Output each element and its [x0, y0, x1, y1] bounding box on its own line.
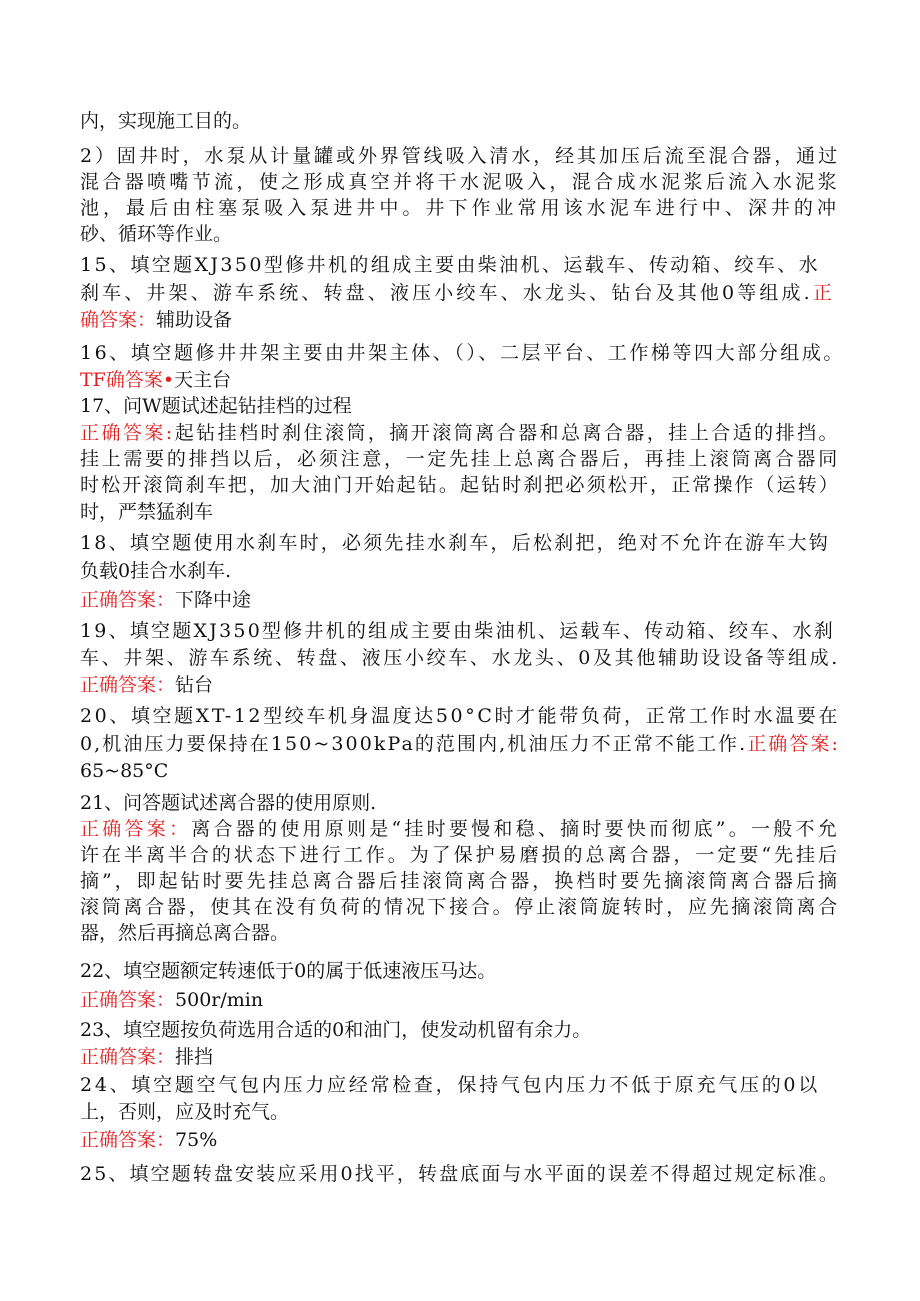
text-segment: 22、填空题额定转速低于0的属于低速液压马达。: [80, 960, 497, 982]
text-segment: 17、问W题试述起钻挂档的过程: [80, 395, 352, 417]
text-line: [80, 472, 840, 498]
text-segment: 21、问答题试述离合器的使用原则.: [80, 792, 377, 814]
answer-label: 正: [812, 282, 835, 304]
text-segment: 挂上需要的排挡以后，必须注意，一定先挂上总离合器后，再挂上滚筒离合器同: [80, 448, 840, 470]
text-segment: 0,机油压力要保持在150~300kPa的范围内,机油压力不正常不能工作.: [80, 733, 748, 755]
text-line: [80, 703, 840, 729]
text-segment: 15、填空题XJ350型修井机的组成主要由柴油机、运载车、传动箱、绞车、水: [80, 254, 820, 276]
text-line: [80, 868, 840, 894]
text-segment: 25、填空题转盘安装应采用0找平，转盘底面与水平面的误差不得超过规定标准。: [80, 1163, 840, 1185]
text-line: [80, 758, 168, 784]
text-line: [80, 1099, 289, 1125]
text-segment: 摘”，即起钻时要先挂总离合器后挂滚筒离合器，换档时要先摘滚筒离合器后摘: [80, 870, 840, 892]
answer-label: 确答案：: [80, 309, 157, 331]
answer-label: 正确答案：: [80, 674, 176, 696]
text-line: [80, 894, 840, 920]
text-segment: 75%: [175, 1129, 218, 1151]
text-segment: 车、井架、游车系统、转盘、液压小绞车、水龙头、0及其他辅助设设备等组成.: [80, 647, 840, 669]
text-segment: 24、填空题空气包内压力应经常检查，保持气包内压力不低于原充气压的0以: [80, 1074, 820, 1096]
text-line: [80, 446, 840, 472]
text-line: [80, 340, 845, 366]
text-segment: 混合器喷嘴节流，使之形成真空并将干水泥吸入，混合成水泥浆后流入水泥浆: [80, 171, 840, 193]
text-line: [80, 731, 840, 757]
text-line: [80, 558, 231, 584]
text-segment: 天主台: [174, 369, 232, 391]
text-segment: 器，然后再摘总离合器。: [80, 922, 290, 944]
text-line: [80, 169, 840, 195]
answer-label: 正确答案：: [80, 989, 176, 1011]
text-segment: 池，最后由柱塞泵吸入泵进井中。井下作业常用该水泥车进行中、深井的冲: [80, 197, 840, 219]
text-line: [80, 108, 251, 134]
text-line: [80, 1044, 213, 1070]
text-segment: 许在半离半合的状态下进行工作。为了保护易磨损的总离合器，一定要“先挂后: [80, 844, 840, 866]
text-segment: 排挡: [175, 1046, 214, 1068]
text-line: [80, 1017, 591, 1043]
text-segment: 18、填空题使用水刹车时，必须先挂水刹车，后松刹把，绝对不允许在游车大钩: [80, 532, 830, 554]
text-line: [80, 618, 835, 644]
text-line: [80, 790, 376, 816]
answer-label: 正确答案：: [80, 818, 192, 840]
text-line: [80, 920, 289, 946]
answer-label: 正确答案:: [80, 422, 175, 444]
text-segment: 离合器的使用原则是“挂时要慢和稳、摘时要快而彻底”。一般不允: [191, 818, 840, 840]
text-line: [80, 367, 231, 393]
answer-label: TF确答案•: [80, 369, 175, 391]
text-line: [80, 645, 840, 671]
answer-label: 正确答案：: [80, 589, 176, 611]
text-segment: 时松开滚筒刹车把，加大油门开始起钻。起钻时刹把必须松开，正常操作（运转）: [80, 474, 840, 496]
text-segment: 2）固井时，水泵从计量罐或外界管线吸入清水，经其加压后流至混合器，通过: [80, 145, 840, 167]
text-line: [80, 195, 840, 221]
text-segment: 500r/min: [175, 989, 264, 1011]
text-segment: 20、填空题XT-12型绞车机身温度达50°C时才能带负荷，正常工作时水温要在: [80, 705, 840, 727]
text-line: [80, 958, 496, 984]
text-line: [80, 530, 830, 556]
text-segment: 23、填空题按负荷选用合适的0和油门，使发动机留有余力。: [80, 1019, 592, 1041]
text-segment: 刹车、井架、游车系统、转盘、液压小绞车、水龙头、钻台及其他0等组成.: [80, 282, 813, 304]
text-line: [80, 1127, 217, 1153]
text-line: [80, 143, 840, 169]
text-segment: 滚筒离合器，使其在没有负荷的情况下接合。停止滚筒旋转时，应先摘滚筒离合: [80, 896, 840, 918]
answer-label: 正确答案：: [80, 1129, 176, 1151]
text-line: [80, 587, 251, 613]
text-line: [80, 987, 263, 1013]
text-line: [80, 499, 213, 525]
answer-label: 正确答案:: [747, 733, 840, 755]
text-line: [80, 252, 820, 278]
text-line: [80, 393, 352, 419]
text-line: [80, 816, 840, 842]
text-line: [80, 307, 232, 333]
text-segment: 16、填空题修井井架主要由井架主体、（）、二层平台、工作梯等四大部分组成。: [80, 342, 845, 364]
text-line: [80, 420, 840, 446]
text-line: [80, 672, 213, 698]
text-segment: 内，实现施工目的。: [80, 110, 252, 132]
text-segment: 钻台: [175, 674, 214, 696]
text-segment: 起钻挂档时刹住滚筒，摘开滚筒离合器和总离合器，挂上合适的排挡。: [174, 422, 840, 444]
text-segment: 时，严禁猛刹车: [80, 501, 214, 523]
answer-label: 正确答案：: [80, 1046, 176, 1068]
text-segment: 负载0挂合水刹车.: [80, 560, 232, 582]
text-segment: 砂、循环等作业。: [80, 223, 233, 245]
text-segment: 上，否则，应及时充气。: [80, 1101, 290, 1123]
text-line: [80, 221, 232, 247]
text-segment: 19、填空题XJ350型修井机的组成主要由柴油机、运载车、传动箱、绞车、水刹: [80, 620, 835, 642]
text-line: [80, 1161, 840, 1187]
text-segment: 辅助设备: [156, 309, 233, 331]
text-line: [80, 1072, 820, 1098]
text-line: [80, 280, 835, 306]
text-segment: 下降中途: [175, 589, 252, 611]
text-segment: 65~85°C: [80, 760, 169, 782]
text-line: [80, 842, 840, 868]
